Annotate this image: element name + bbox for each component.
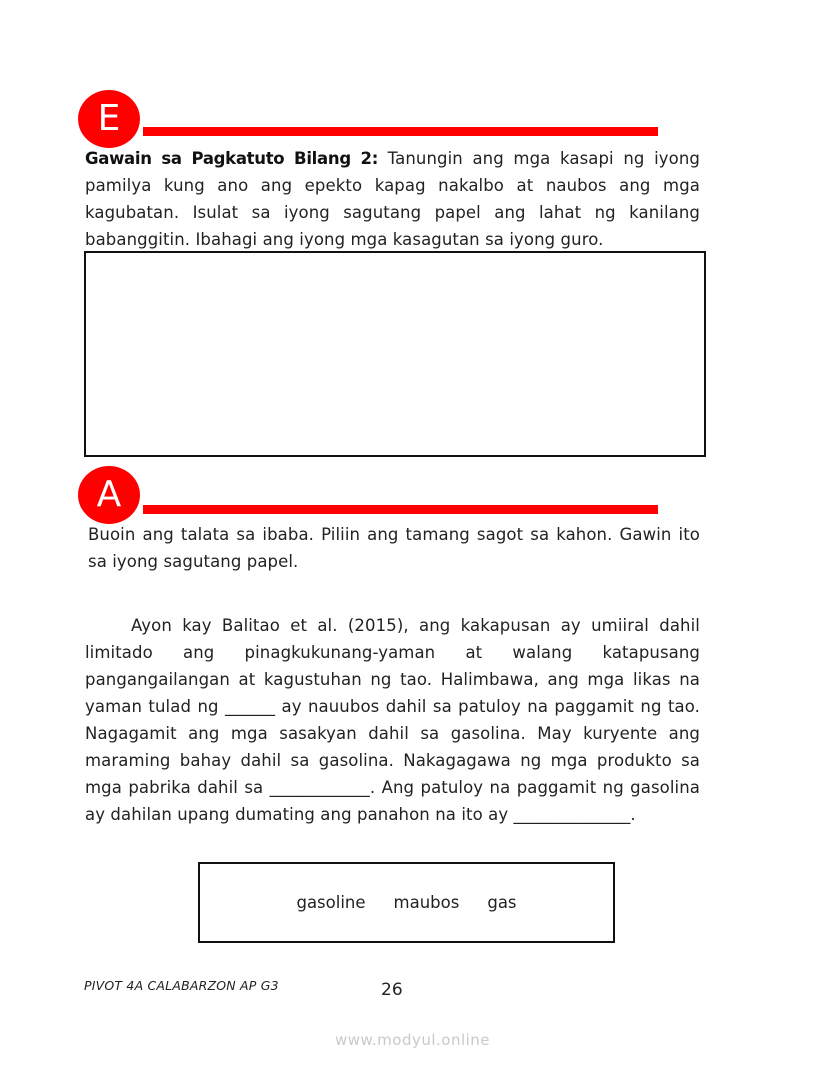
footer-module-label: PIVOT 4A CALABARZON AP G3 <box>84 978 279 993</box>
gawain-paragraph <box>85 145 700 253</box>
answer-box[interactable] <box>84 251 706 457</box>
gawain-text: Tanungin ang mga kasapi ng iyong pamilya kung ano ang epekto kapag nakalbo at naubos ang mga kagubatan. Isulat sa iyong sagutang papel ang lahat ng kanilang babanggitin. Ibahagi ang iyong mga kasagutan sa iyong guro. <box>85 149 700 249</box>
word-choice: gas <box>487 893 517 912</box>
word-choice: gasoline <box>296 893 366 912</box>
ayon-text: Ayon kay Balitao et al. (2015), ang kakapusan ay umiiral dahil limitado ang pinagkukunang-yaman at walang katapusang pangangailangan at kagustuhan ng tao. Halimbawa, ang mga likas na yaman tulad ng ______ ay nauubos dahil sa patuloy na paggamit ng tao. Nagagamit ang mga sasakyan dahil sa gasolina. May kuryente ang maraming bahay dahil sa gasolina. Nakagagawa ng mga produkto sa mga pabrika dahil sa ____________. Ang patuloy na paggamit ng gasolina ay dahilan upang dumating ang panahon na ito ay ______________. <box>85 616 700 824</box>
buoin-instruction: Buoin ang talata sa ibaba. Piliin ang tamang sagot sa kahon. Gawin ito sa iyong sagutang papel. <box>88 525 700 571</box>
section-a-badge: A <box>78 466 140 524</box>
word-choice: maubos <box>393 893 460 912</box>
section-e-rule <box>143 127 658 136</box>
gawain-lead: Gawain sa Pagkatuto Bilang 2: <box>85 149 379 168</box>
watermark: www.modyul.online <box>334 1031 491 1049</box>
section-a-rule <box>143 505 658 514</box>
section-e-badge: E <box>78 90 140 148</box>
word-choices-box <box>198 862 615 943</box>
page-number: 26 <box>381 980 403 1000</box>
ayon-paragraph <box>85 612 700 828</box>
